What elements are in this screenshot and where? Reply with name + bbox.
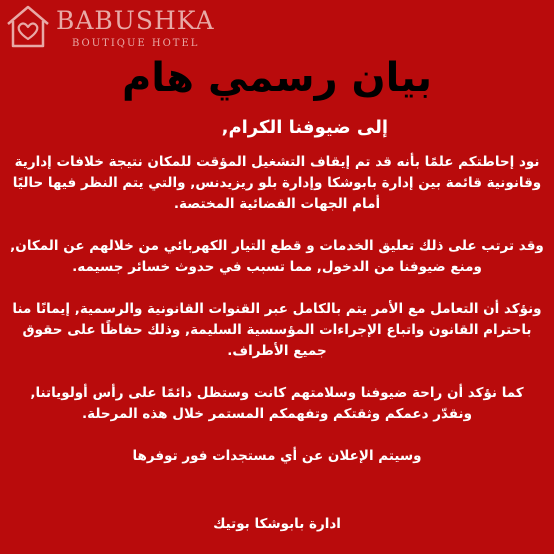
paragraph-2: وقد ترتب على ذلك تعليق الخدمات و قطع التيار الكهربائي من خلالهم عن المكان, ومنع ضيوفنا من الدخول, مما تسبب في حدوث خسائر جسيمه. xyxy=(10,238,544,275)
paragraph-5: وسيتم الإعلان عن أي مستجدات فور توفرها xyxy=(132,448,422,464)
paragraph-4: كما نؤكد أن راحة ضيوفنا وسلامتهم كانت وستظل دائمًا على رأس أولوياتنا, ونقدّر دعمكم وثقتكم وتفهمكم المستمر خلال هذه المرحلة. xyxy=(30,385,524,422)
logo xyxy=(4,2,244,54)
announcement-title: بيان رسمي هام xyxy=(121,55,433,101)
brand-name: BABUSHKA xyxy=(56,6,215,35)
signature: ادارة بابوشكا بوتيك xyxy=(213,516,341,532)
paragraph-1: نود إحاطتكم علمًا بأنه قد تم إيقاف التشغيل المؤقت للمكان نتيجة خلافات إدارية وقانونية قائمة بين إدارة بابوشكا وإدارة بلو ريزيدنس, والتي يتم النظر فيها حاليًا أمام الجهات القضائية المختصة. xyxy=(12,154,542,212)
house-heart-icon xyxy=(4,2,52,50)
brand-subtitle: BOUTIQUE HOTEL xyxy=(72,38,200,49)
announcement-body xyxy=(10,152,544,488)
paragraph-3: ونؤكد أن التعامل مع الأمر يتم بالكامل عبر القنوات القانونية والرسمية, إيمانًا منا باحترام القانون واتباع الإجراءات المؤسسية السليمة, وذلك حفاظًا على حقوق جميع الأطراف. xyxy=(12,301,542,359)
salutation: إلى ضيوفنا الكرام, xyxy=(221,117,388,138)
